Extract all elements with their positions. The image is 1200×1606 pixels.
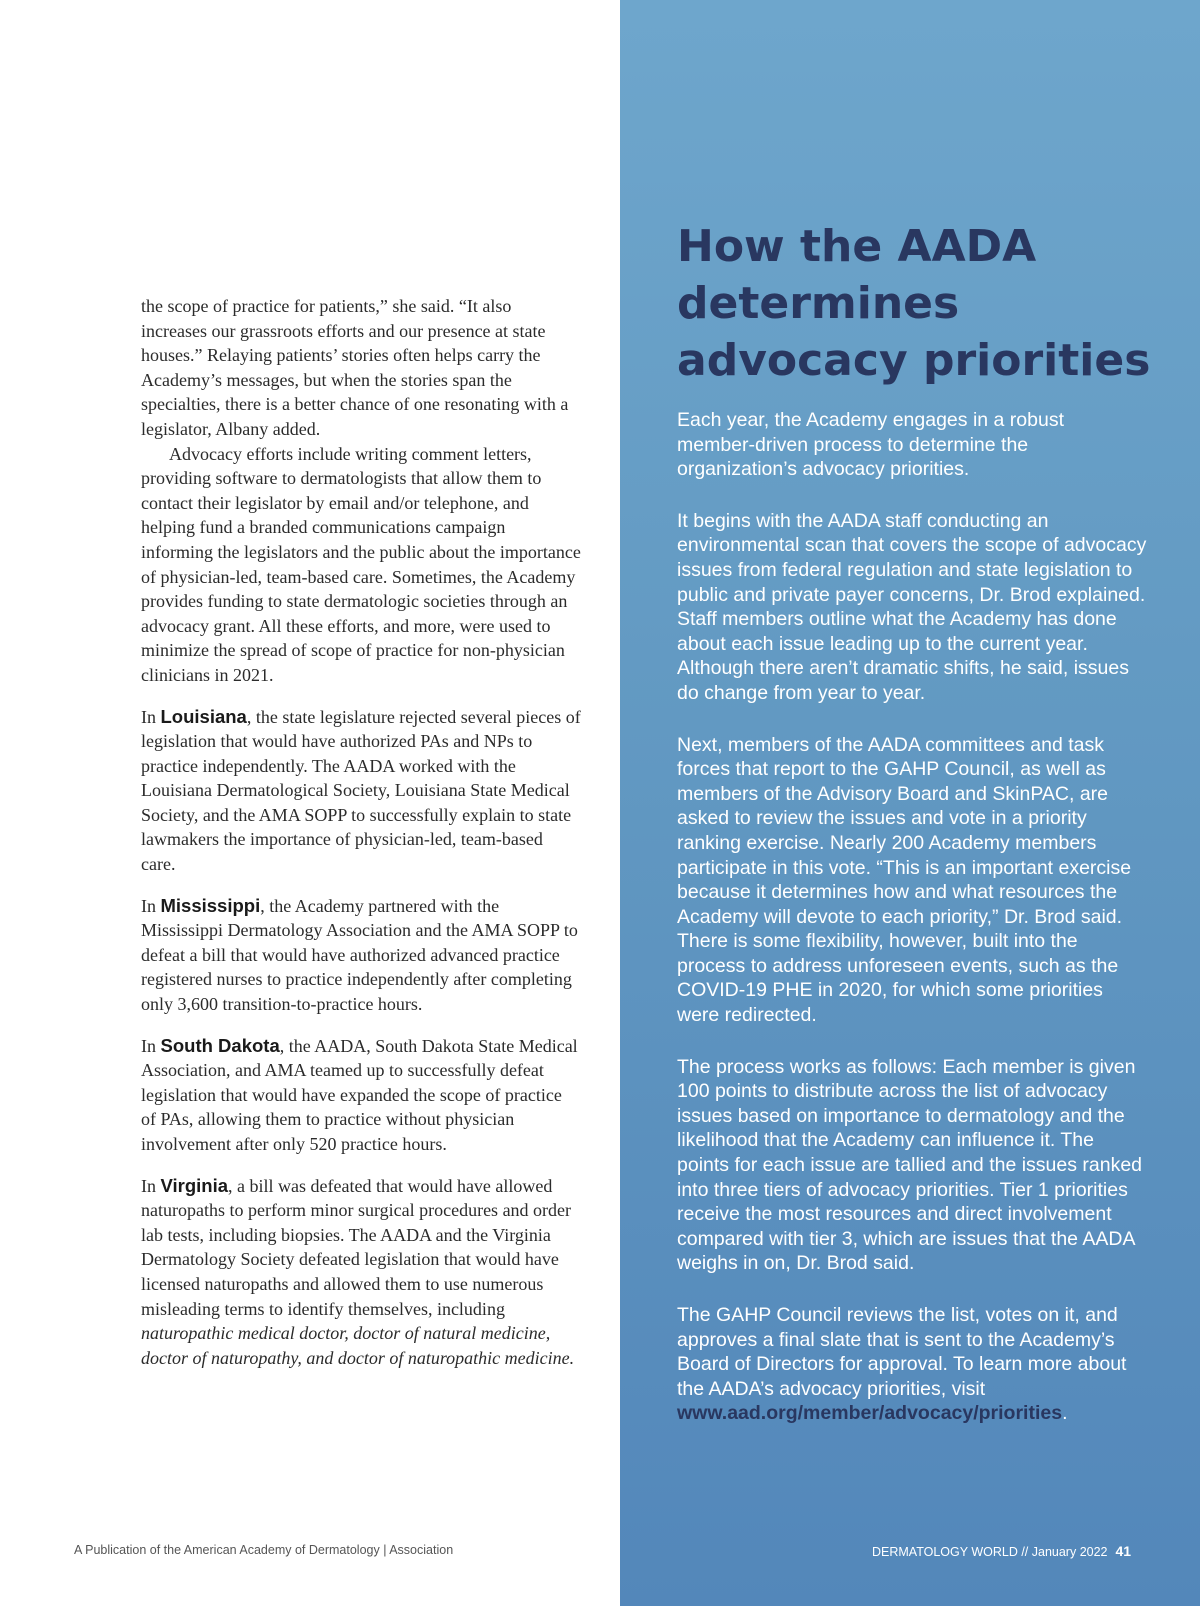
virginia-paragraph — [141, 1174, 581, 1371]
louisiana-state-name: Louisiana — [160, 705, 247, 727]
south-dakota-paragraph — [141, 1034, 581, 1157]
south-dakota-text: , the AADA, South Dakota State Medical Association, and AMA teamed up to successfully defeat legislation that would have expanded the scope of practice of PAs, allowing them to practice without physician involvement after only 520 practice hours. — [141, 1035, 578, 1154]
sidebar-paragraph-1: Each year, the Academy engages in a robust member-driven process to determine the organization’s advocacy priorities. — [677, 409, 1065, 481]
sidebar-paragraph-3: Next, members of the AADA committees and task forces that report to the GAHP Council, as well as members of the Advisory Board and SkinPAC, are asked to review the issues and vote in a priority ranking exercise. Nearly 200 Academy members participate in this vote. “This is an important exercise because it determines how and what resources the Academy will devote to each priority,” Dr. Brod said. There is some flexibility, however, built into the process to address unforeseen events, such as the COVID-19 PHE in 2020, for which some priorities were redirected. — [677, 733, 1132, 1027]
virginia-prefix: In — [141, 1175, 161, 1196]
sidebar-title: How the AADA determines advocacy priorities — [677, 221, 1151, 386]
sidebar-paragraph-2: It begins with the AADA staff conducting an environmental scan that covers the scope of advocacy issues from federal regulation and state legislation to public and private payer concerns, Dr. Brod explained. Staff members outline what the Academy has done about each issue leading up to the current year. Although there aren’t dramatic shifts, he said, issues do change from year to year. — [677, 509, 1147, 704]
mississippi-state-name: Mississippi — [160, 894, 261, 916]
article-paragraph-1: the scope of practice for patients,” she said. “It also increases our grassroots efforts and our presence at state houses.” Relaying patients’ stories often helps carry the Academy’s messages, but when the stories span the specialties, there is a better chance of one resonating with a legislator, Albany added. — [141, 296, 569, 439]
virginia-text: , a bill was defeated that would have allowed naturopaths to perform minor surgical procedures and order lab tests, including biopsies. The AADA and the Virginia Dermatology Society defeated legislation that would have licensed naturopaths and allowed them to use numerous misleading terms to identify themselves, including — [141, 1175, 572, 1319]
mississippi-paragraph — [141, 894, 581, 1017]
louisiana-paragraph — [141, 705, 581, 877]
footer-publication-credit: A Publication of the American Academy of Dermatology | Association — [74, 1543, 454, 1557]
sidebar-paragraph-5-end: . — [1062, 1402, 1068, 1425]
footer-issue-label: DERMATOLOGY WORLD // January 2022 — [872, 1545, 1108, 1559]
mississippi-prefix: In — [141, 895, 161, 916]
south-dakota-prefix: In — [141, 1035, 161, 1056]
article-paragraph-2: Advocacy efforts include writing comment letters, providing software to dermatologists that allow them to contact their legislator by email and/or telephone, and helping fund a branded communications campaign informing the legislators and the public about the importance of physician-led, team-based care. Sometimes, the Academy provides funding to state dermatologic societies through an advocacy grant. All these efforts, and more, were used to minimize the spread of scope of practice for non-physician clinicians in 2021. — [141, 443, 581, 685]
footer-issue-info — [872, 1543, 1131, 1559]
virginia-state-name: Virginia — [160, 1174, 229, 1196]
page-number: 41 — [1115, 1543, 1132, 1559]
advocacy-priorities-link[interactable]: www.aad.org/member/advocacy/priorities — [677, 1402, 1063, 1425]
virginia-italic-terms: naturopathic medical doctor, doctor of natural medicine, doctor of naturopathy, and doctor of naturopathic medicine. — [141, 1323, 575, 1368]
main-article-column — [141, 294, 581, 1387]
sidebar-paragraph-5 — [677, 1303, 1147, 1426]
sidebar-paragraph-5-text: The GAHP Council reviews the list, votes on it, and approves a final slate that is sent to the Academy’s Board of Directors for approval. To learn more about the AADA’s advocacy priorities, visit — [677, 1304, 1127, 1400]
sidebar-paragraph-4: The process works as follows: Each member is given 100 points to distribute across the list of advocacy issues based on importance to dermatology and the likelihood that the Academy can influence it. The points for each issue are tallied and the issues ranked into three tiers of advocacy priorities. Tier 1 priorities receive the most resources and direct involvement compared with tier 3, which are issues that the AADA weighs in on, Dr. Brod said. — [677, 1055, 1143, 1275]
sidebar-body — [677, 408, 1147, 1453]
louisiana-text: , the state legislature rejected several pieces of legislation that would have authorized PAs and NPs to practice independently. The AADA worked with the Louisiana Dermatological Society, Louisiana State Medical Society, and the AMA SOPP to successfully explain to state lawmakers the importance of physician-led, team-based care. — [141, 706, 581, 875]
louisiana-prefix: In — [141, 706, 161, 727]
advocacy-sidebar — [620, 0, 1200, 1606]
south-dakota-state-name: South Dakota — [160, 1034, 280, 1056]
mississippi-text: , the Academy partnered with the Mississippi Dermatology Association and the AMA SOPP to defeat a bill that would have authorized advanced practice registered nurses to practice independently after completing only 3,600 transition-to-practice hours. — [141, 895, 578, 1015]
